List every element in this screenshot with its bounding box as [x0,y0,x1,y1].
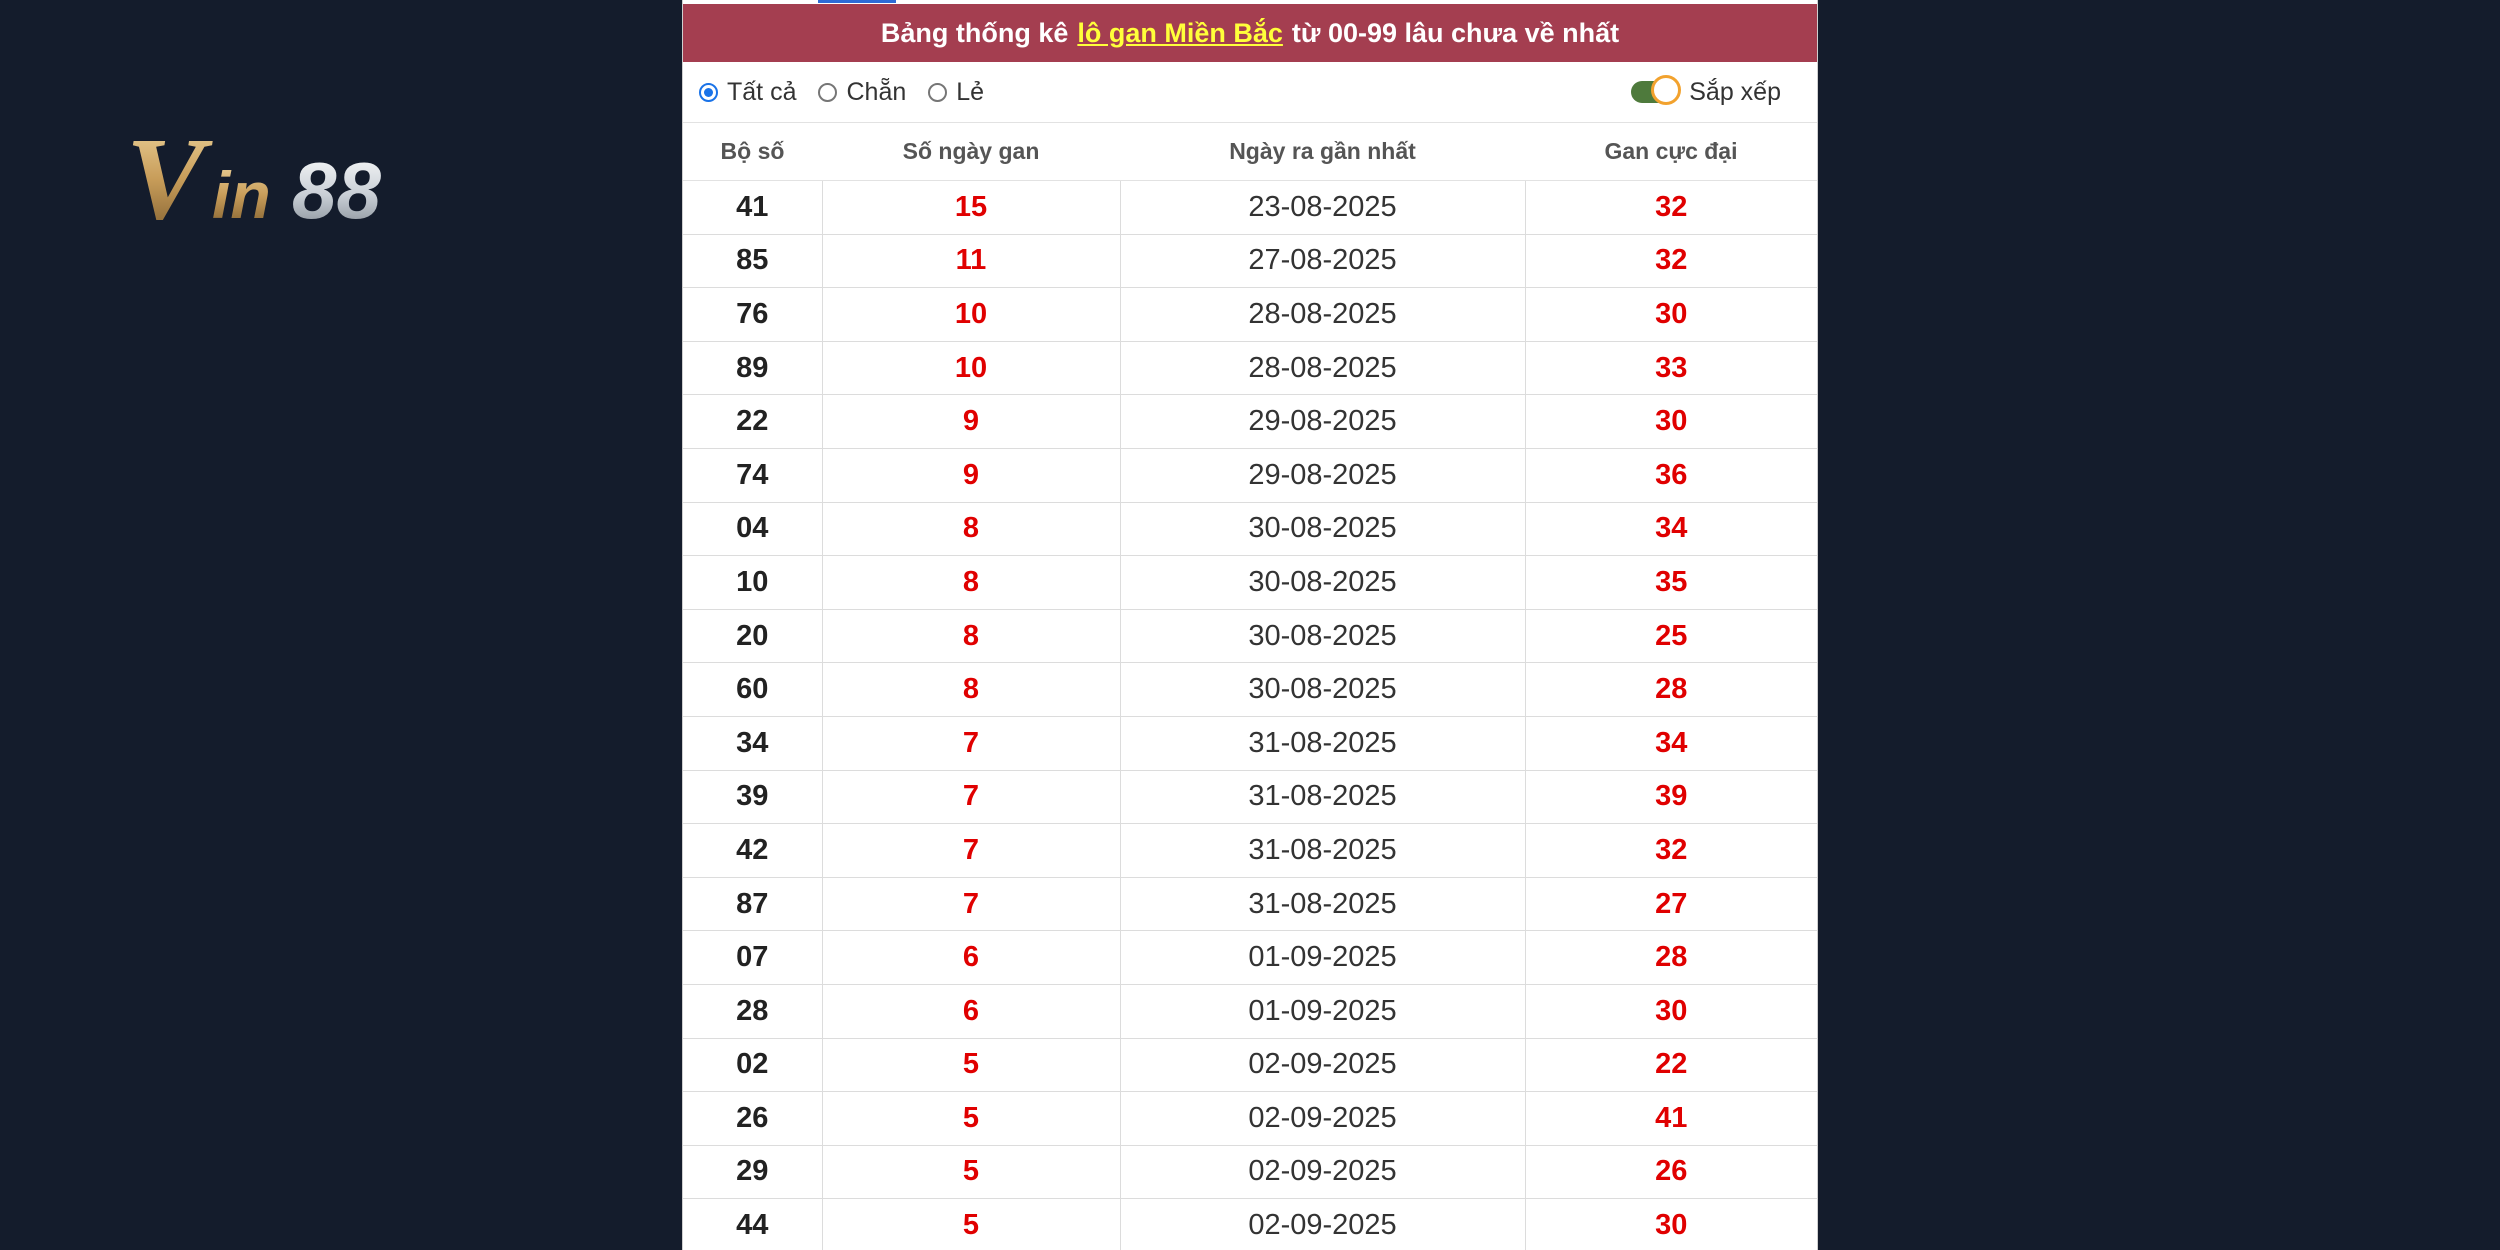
cell-gan-cuc-dai: 28 [1525,931,1817,985]
sort-label: Sắp xếp [1689,77,1781,106]
cell-ngay-ra: 01-09-2025 [1120,984,1525,1038]
table-body [683,181,1817,1250]
cell-ngay-ra: 23-08-2025 [1120,181,1525,235]
cell-ngay-ra: 02-09-2025 [1120,1145,1525,1199]
table-row [683,1092,1817,1146]
cell-bo-so: 07 [683,931,822,985]
table-row [683,663,1817,717]
cell-gan-cuc-dai: 28 [1525,663,1817,717]
filter-bar [683,62,1817,123]
lo-gan-table [683,123,1817,1250]
cell-gan-cuc-dai: 33 [1525,341,1817,395]
cell-bo-so: 10 [683,556,822,610]
cell-gan-cuc-dai: 35 [1525,556,1817,610]
cell-so-ngay-gan: 5 [822,1145,1120,1199]
cell-bo-so: 85 [683,234,822,288]
cell-bo-so: 22 [683,395,822,449]
cell-ngay-ra: 30-08-2025 [1120,663,1525,717]
vin88-logo-image [122,118,482,230]
table-row [683,234,1817,288]
cell-bo-so: 26 [683,1092,822,1146]
header-so-ngay-gan: Số ngày gan [822,123,1120,181]
filter-even-radio[interactable] [818,78,906,107]
filter-all-radio[interactable] [699,78,796,107]
cell-ngay-ra: 30-08-2025 [1120,556,1525,610]
table-row [683,395,1817,449]
table-row [683,181,1817,235]
svg-text:88: 88 [292,146,381,230]
cell-gan-cuc-dai: 25 [1525,609,1817,663]
cell-ngay-ra: 27-08-2025 [1120,234,1525,288]
cell-ngay-ra: 31-08-2025 [1120,824,1525,878]
cell-ngay-ra: 31-08-2025 [1120,770,1525,824]
table-row [683,716,1817,770]
cell-gan-cuc-dai: 34 [1525,502,1817,556]
table-row [683,824,1817,878]
cell-bo-so: 20 [683,609,822,663]
table-row [683,609,1817,663]
top-tab-indicator [818,0,896,3]
cell-so-ngay-gan: 8 [822,502,1120,556]
cell-ngay-ra: 29-08-2025 [1120,395,1525,449]
svg-text:in: in [212,158,271,230]
cell-gan-cuc-dai: 32 [1525,824,1817,878]
table-row [683,556,1817,610]
cell-gan-cuc-dai: 36 [1525,448,1817,502]
cell-bo-so: 41 [683,181,822,235]
cell-bo-so: 76 [683,288,822,342]
cell-so-ngay-gan: 5 [822,1199,1120,1250]
cell-gan-cuc-dai: 41 [1525,1092,1817,1146]
cell-ngay-ra: 28-08-2025 [1120,341,1525,395]
cell-bo-so: 28 [683,984,822,1038]
cell-ngay-ra: 30-08-2025 [1120,502,1525,556]
table-row [683,1199,1817,1250]
cell-so-ngay-gan: 5 [822,1092,1120,1146]
table-row [683,288,1817,342]
cell-so-ngay-gan: 15 [822,181,1120,235]
cell-gan-cuc-dai: 26 [1525,1145,1817,1199]
toggle-switch-icon[interactable] [1631,81,1677,103]
cell-ngay-ra: 28-08-2025 [1120,288,1525,342]
radio-unchecked-icon[interactable] [818,83,837,102]
cell-bo-so: 60 [683,663,822,717]
sort-toggle[interactable] [1631,62,1781,122]
lo-gan-panel [682,0,1818,1250]
cell-so-ngay-gan: 7 [822,716,1120,770]
table-row [683,448,1817,502]
vin88-logo [122,118,482,230]
radio-checked-icon[interactable] [699,83,718,102]
header-gan-cuc-dai: Gan cực đại [1525,123,1817,181]
cell-bo-so: 89 [683,341,822,395]
cell-bo-so: 04 [683,502,822,556]
table-row [683,1038,1817,1092]
cell-bo-so: 87 [683,877,822,931]
header-bo-so: Bộ số [683,123,822,181]
cell-gan-cuc-dai: 30 [1525,1199,1817,1250]
table-row [683,341,1817,395]
cell-bo-so: 42 [683,824,822,878]
cell-so-ngay-gan: 8 [822,556,1120,610]
cell-ngay-ra: 02-09-2025 [1120,1038,1525,1092]
cell-so-ngay-gan: 6 [822,931,1120,985]
table-header-row [683,123,1817,181]
cell-ngay-ra: 31-08-2025 [1120,716,1525,770]
cell-so-ngay-gan: 5 [822,1038,1120,1092]
cell-ngay-ra: 02-09-2025 [1120,1199,1525,1250]
filter-all-label: Tất cả [727,77,797,106]
cell-so-ngay-gan: 7 [822,877,1120,931]
cell-gan-cuc-dai: 27 [1525,877,1817,931]
table-row [683,984,1817,1038]
cell-bo-so: 44 [683,1199,822,1250]
title-prefix: Bảng thống kê [880,17,1069,48]
cell-bo-so: 02 [683,1038,822,1092]
cell-so-ngay-gan: 9 [822,448,1120,502]
cell-so-ngay-gan: 7 [822,770,1120,824]
table-row [683,931,1817,985]
cell-so-ngay-gan: 8 [822,609,1120,663]
cell-so-ngay-gan: 11 [822,234,1120,288]
header-ngay-ra-gan-nhat: Ngày ra gần nhất [1120,123,1525,181]
table-row [683,1145,1817,1199]
filter-odd-label: Lẻ [956,77,985,106]
cell-so-ngay-gan: 9 [822,395,1120,449]
cell-gan-cuc-dai: 30 [1525,984,1817,1038]
cell-gan-cuc-dai: 30 [1525,395,1817,449]
cell-ngay-ra: 31-08-2025 [1120,877,1525,931]
cell-so-ngay-gan: 10 [822,341,1120,395]
cell-gan-cuc-dai: 30 [1525,288,1817,342]
cell-bo-so: 74 [683,448,822,502]
filter-odd-radio[interactable] [928,78,984,107]
cell-gan-cuc-dai: 32 [1525,234,1817,288]
cell-so-ngay-gan: 8 [822,663,1120,717]
cell-gan-cuc-dai: 22 [1525,1038,1817,1092]
cell-bo-so: 29 [683,1145,822,1199]
cell-so-ngay-gan: 6 [822,984,1120,1038]
table-row [683,770,1817,824]
cell-ngay-ra: 29-08-2025 [1120,448,1525,502]
cell-bo-so: 34 [683,716,822,770]
table-row [683,877,1817,931]
radio-unchecked-icon[interactable] [928,83,947,102]
cell-ngay-ra: 30-08-2025 [1120,609,1525,663]
cell-so-ngay-gan: 10 [822,288,1120,342]
cell-gan-cuc-dai: 32 [1525,181,1817,235]
cell-gan-cuc-dai: 39 [1525,770,1817,824]
svg-text:V: V [126,118,205,230]
title-suffix: từ 00-99 lâu chưa về nhất [1291,17,1620,48]
cell-gan-cuc-dai: 34 [1525,716,1817,770]
cell-ngay-ra: 01-09-2025 [1120,931,1525,985]
cell-ngay-ra: 02-09-2025 [1120,1092,1525,1146]
title-highlight-link[interactable]: lô gan Miền Bắc [1077,17,1283,48]
table-row [683,502,1817,556]
cell-bo-so: 39 [683,770,822,824]
filter-even-label: Chẵn [846,77,907,106]
title-bar [683,4,1817,62]
cell-so-ngay-gan: 7 [822,824,1120,878]
